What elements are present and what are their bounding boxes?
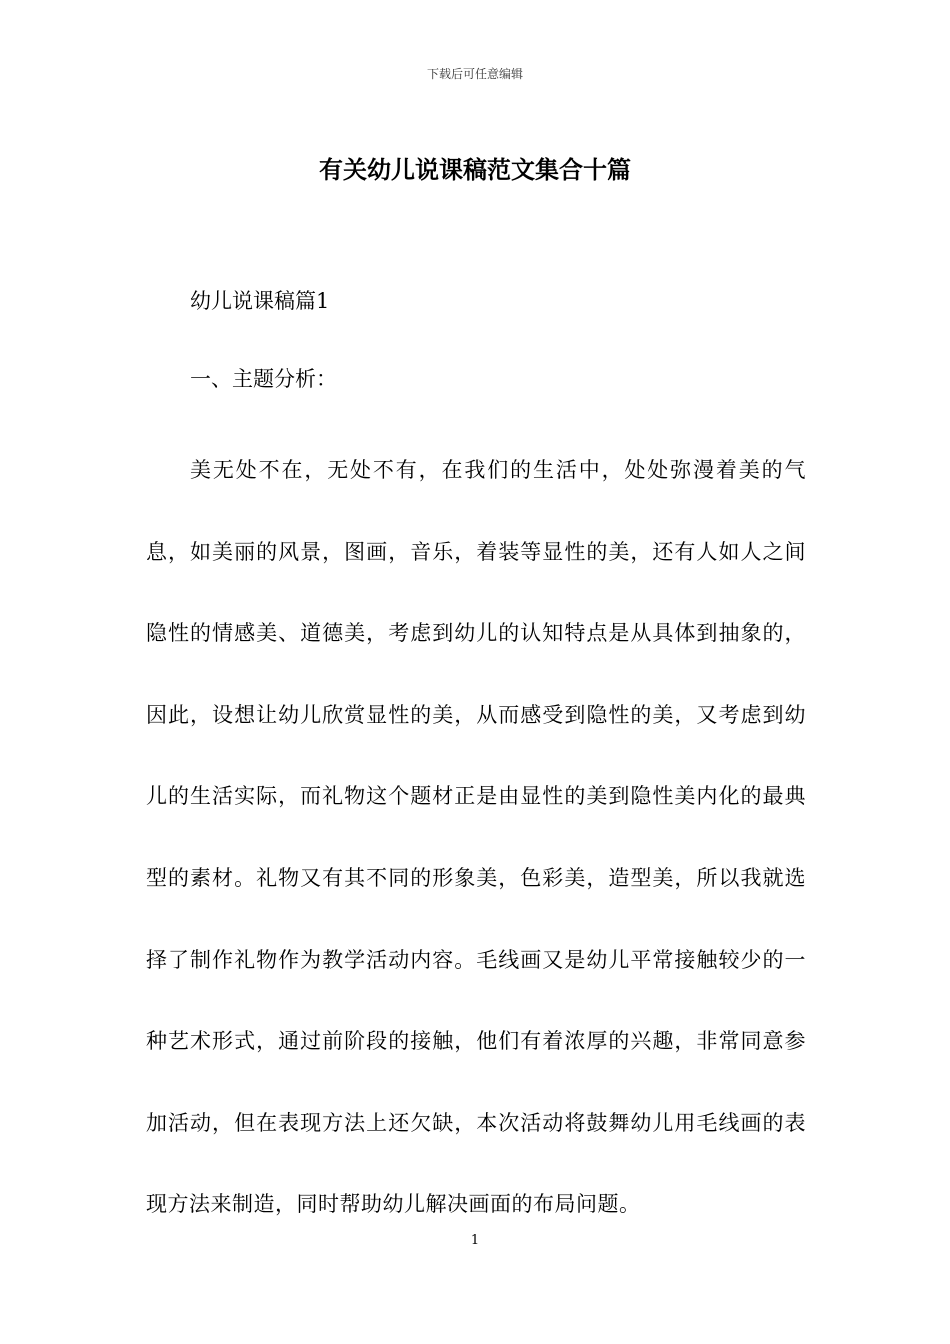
document-title: 有关幼儿说课稿范文集合十篇 (319, 155, 631, 184)
page-number: 1 (470, 1233, 480, 1248)
document-body (146, 280, 806, 1246)
body-paragraph: 美无处不在，无处不有，在我们的生活中，处处弥漫着美的气息，如美丽的风景，图画，音乐，着装等显性的美，还有人如人之间隐性的情感美、道德美，考虑到幼儿的认知特点是从具体到抽象的，因此，设想让幼儿欣赏显性的美，从而感受到隐性的美，又考虑到幼儿的生活实际，而礼物这个题材正是由显性的美到隐性美内化的最典型的素材。礼物又有其不同的形象美，色彩美，造型美，所以我就选择了制作礼物作为教学活动内容。毛线画又是幼儿平常接触较少的一种艺术形式，通过前阶段的接触，他们有着浓厚的兴趣，非常同意参加活动，但在表现方法上还欠缺，本次活动将鼓舞幼儿用毛线画的表现方法来制造，同时帮助幼儿解决画面的布局问题。 (146, 458, 806, 1217)
subheading: 一、主题分析： (190, 367, 337, 391)
section-title: 幼儿说课稿篇1 (190, 289, 330, 313)
header-note: 下载后可任意编辑 (426, 67, 523, 81)
